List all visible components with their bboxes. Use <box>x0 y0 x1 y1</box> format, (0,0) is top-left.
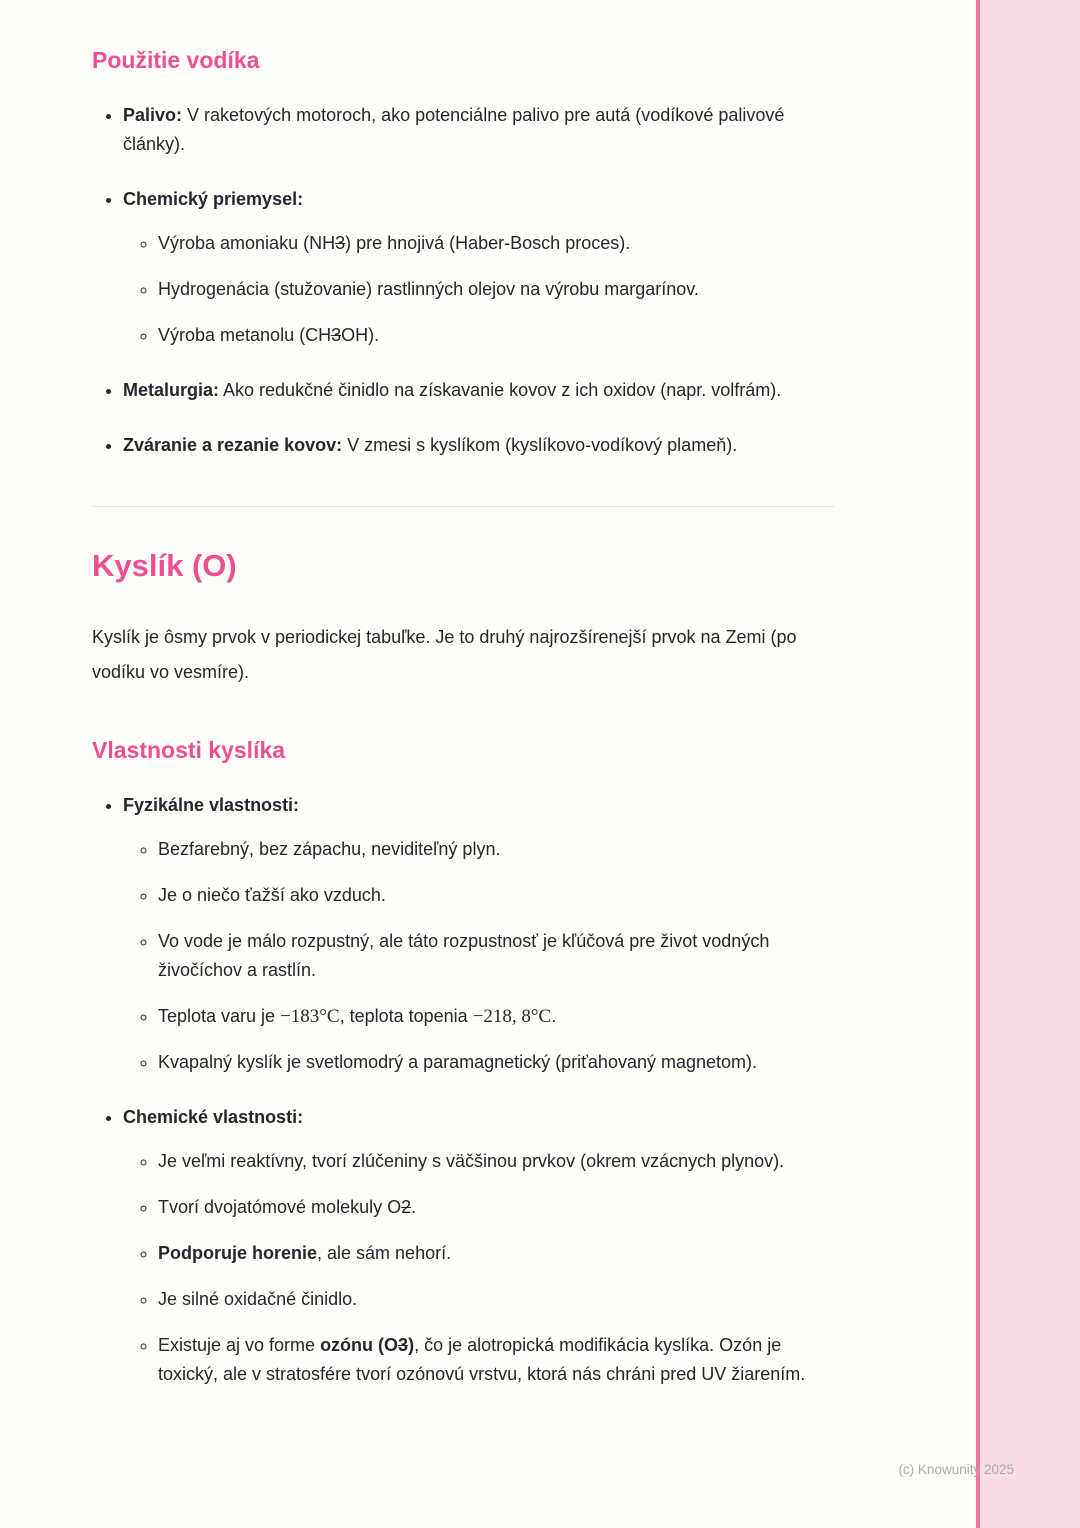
item-text: , čo je alotropická modifikácia kyslíka. Ozón je toxický, ale v stratosfére tvorí ozónovú vrstvu, ktorá nás chráni pred UV žiarením. <box>158 1334 806 1384</box>
subscript-digit: 3 <box>335 232 346 253</box>
list-item-chemical-properties <box>123 1103 834 1389</box>
list-item-chemicky-priemysel <box>123 185 834 350</box>
item-bold-label: Fyzikálne vlastnosti: <box>123 794 300 815</box>
list-item-molekuly <box>158 1193 834 1222</box>
item-bold-label: ) <box>408 1334 415 1355</box>
item-bold-label: Zváranie a rezanie kovov: <box>123 434 343 455</box>
list-item-palivo <box>123 101 834 159</box>
item-text: Kvapalný kyslík je svetlomodrý a paramagnetický (priťahovaný magnetom). <box>158 1051 758 1072</box>
list-item-bezfarebny <box>158 835 834 864</box>
item-text: ) pre hnojivá (Haber-Bosch proces). <box>345 232 631 253</box>
item-text: , ale sám nehorí. <box>317 1242 452 1263</box>
item-text: V raketových motoroch, ako potenciálne palivo pre autá (vodíkové palivové články). <box>123 104 785 154</box>
heading-oxygen: Kyslík (O) <box>92 547 237 583</box>
item-text: . <box>411 1196 417 1217</box>
subscript-digit: 3 <box>398 1334 409 1355</box>
list-item-rozpustnost <box>158 927 834 985</box>
item-bold-label: Chemický priemysel: <box>123 188 304 209</box>
item-text: Ako redukčné činidlo na získavanie kovov z ich oxidov (napr. volfrám). <box>219 379 782 400</box>
list-item-hydrogenacia <box>158 275 834 304</box>
item-text: Hydrogenácia (stužovanie) rastlinných olejov na výrobu margarínov. <box>158 278 699 299</box>
page-side-stripe <box>976 0 1080 1528</box>
item-bold-label: Podporuje horenie <box>158 1242 318 1263</box>
math-value-melting-point: −218, 8°C <box>472 1005 552 1027</box>
oxygen-properties-list <box>92 791 834 1389</box>
document-content <box>92 46 834 1389</box>
item-text: , teplota topenia <box>339 1005 473 1026</box>
copyright-footer: (c) Knowunity 2025 <box>898 1462 1014 1477</box>
subscript-digit: 2 <box>401 1196 412 1217</box>
item-text: Výroba amoniaku (NH <box>158 232 336 253</box>
list-item-physical-properties <box>123 791 834 1077</box>
math-value-boiling-point: −183°C <box>280 1005 340 1027</box>
section-heading-hydrogen-use: Použitie vodíka <box>92 47 260 73</box>
list-item-kvapalny <box>158 1048 834 1077</box>
item-bold-label: Palivo: <box>123 104 183 125</box>
chemical-industry-sublist <box>123 229 834 350</box>
item-text: Teplota varu je <box>158 1005 281 1026</box>
list-item-amoniak <box>158 229 834 258</box>
item-bold-label: ozónu (O <box>320 1334 399 1355</box>
list-item-zvaranie <box>123 431 834 460</box>
item-text: Tvorí dvojatómové molekuly O <box>158 1196 402 1217</box>
item-bold-label: Chemické vlastnosti: <box>123 1106 304 1127</box>
oxygen-intro-paragraph: Kyslík je ôsmy prvok v periodickej tabuľke. Je to druhý najrozšírenejší prvok na Zemi (po vodíku vo vesmíre). <box>92 626 797 682</box>
item-text: Výroba metanolu (CH <box>158 324 332 345</box>
item-text: Vo vode je málo rozpustný, ale táto rozpustnosť je kľúčová pre život vodných živočíchov a rastlín. <box>158 930 770 980</box>
subheading-oxygen-properties: Vlastnosti kyslíka <box>92 736 286 763</box>
list-item-metalurgia <box>123 376 834 405</box>
list-item-teplota <box>158 1002 834 1031</box>
list-item-reaktivny <box>158 1147 834 1176</box>
list-item-ozon <box>158 1331 834 1389</box>
item-text: Je silné oxidačné činidlo. <box>158 1288 358 1309</box>
list-item-tazsi <box>158 881 834 910</box>
item-text: V zmesi s kyslíkom (kyslíkovo-vodíkový plameň). <box>342 434 738 455</box>
item-text: OH). <box>341 324 380 345</box>
item-text: . <box>551 1005 557 1026</box>
item-bold-label: Metalurgia: <box>123 379 220 400</box>
item-text: Bezfarebný, bez zápachu, neviditeľný plyn. <box>158 838 501 859</box>
physical-properties-sublist <box>123 835 834 1077</box>
item-text: Existuje aj vo forme <box>158 1334 321 1355</box>
chemical-properties-sublist <box>123 1147 834 1389</box>
item-text: Je o niečo ťažší ako vzduch. <box>158 884 386 905</box>
list-item-metanol <box>158 321 834 350</box>
subscript-digit: 3 <box>331 324 342 345</box>
list-item-oxidacne <box>158 1285 834 1314</box>
hydrogen-use-list <box>92 101 834 460</box>
section-divider <box>92 506 834 507</box>
item-text: Je veľmi reaktívny, tvorí zlúčeniny s väčšinou prvkov (okrem vzácnych plynov). <box>158 1150 785 1171</box>
list-item-horenie <box>158 1239 834 1268</box>
